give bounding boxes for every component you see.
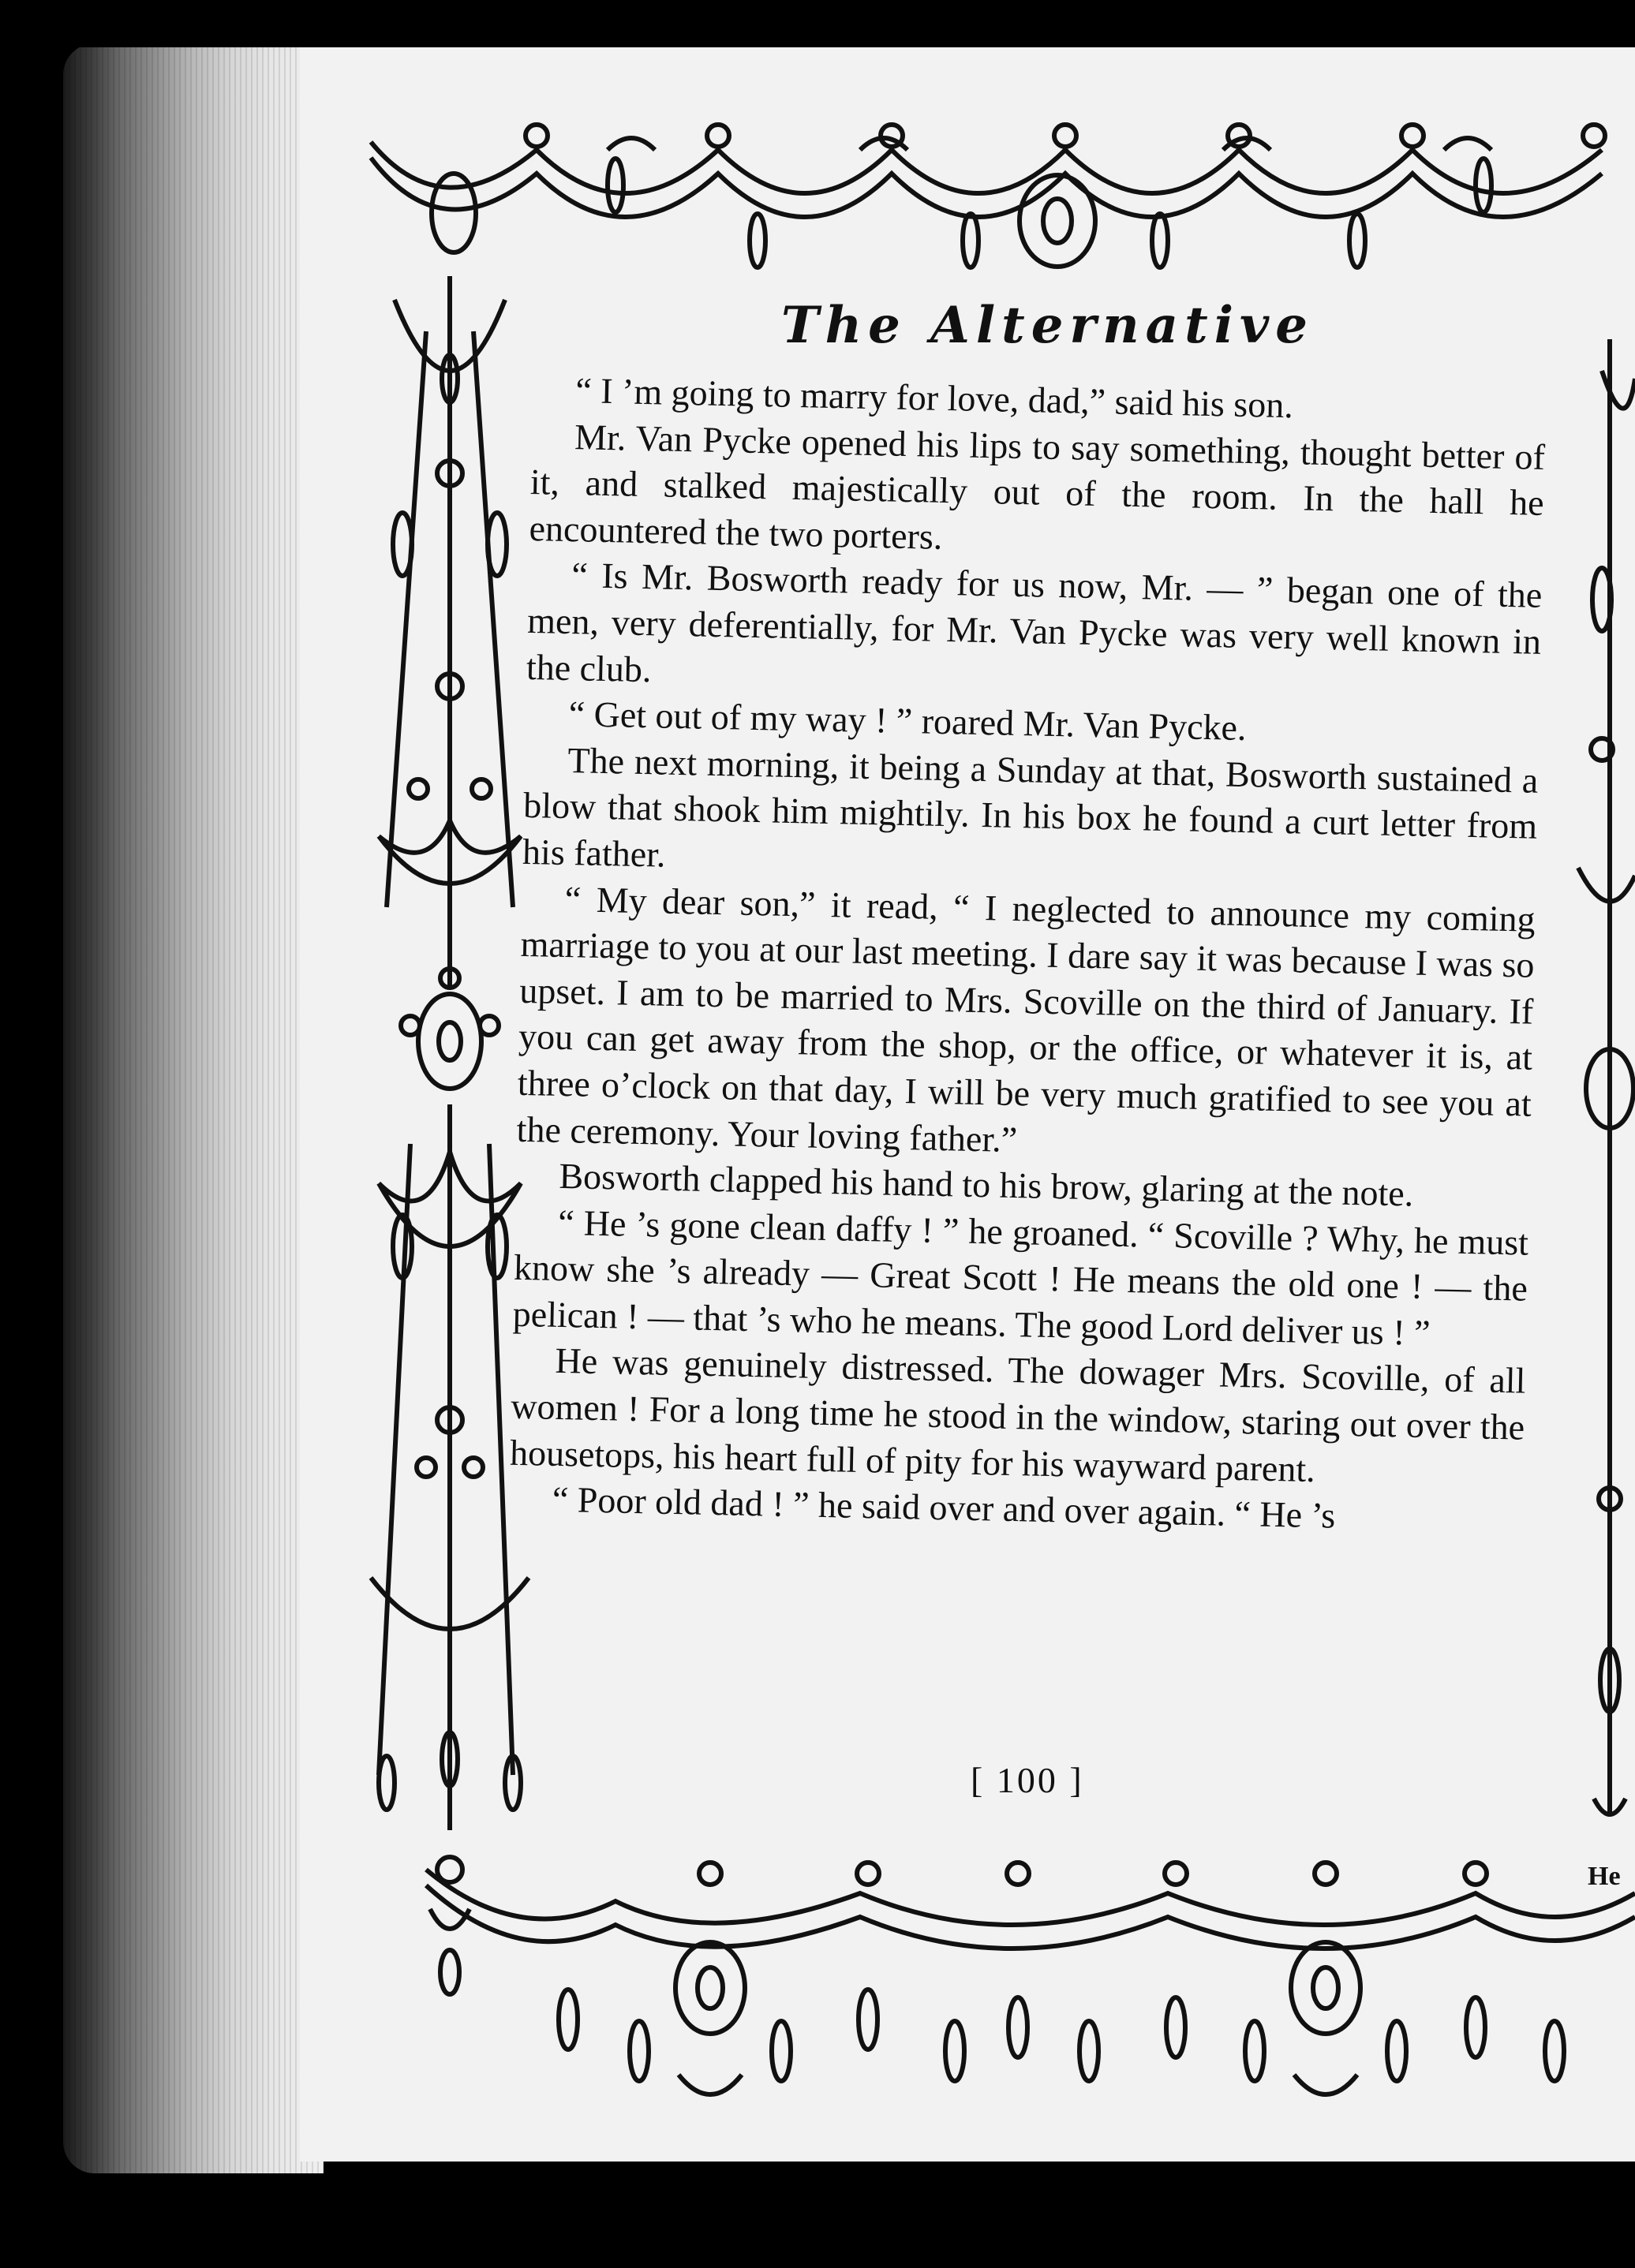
paragraph: He was genuinely distressed. The dowager Mrs. Scoville, of all women ! For a long time he stood in the window, staring out over the housetops, his heart full of pity for his wayward parent. — [509, 1340, 1526, 1489]
paragraph: Bosworth clapped his hand to his brow, glaring at the note. — [558, 1156, 1414, 1214]
paragraph: “ My dear son,” it read, “ I neglected to announce my coming marriage to you at our last meeting. I dare say it was because I was so upset. I am to be married to Mrs. Scoville on the third of January. If you can get away from the shop, or the office, or whatever it is, at three o’clock on that day, I will be very much gratified to see you at the ceremony. Your loving father.” — [516, 878, 1536, 1160]
running-title: The Alternative — [781, 296, 1314, 355]
paragraph: The next morning, it being a Sunday at that, Bosworth sustained a blow that shook him mightily. In his box he found a curt letter from his father. — [522, 739, 1539, 875]
paragraph: “ Is Mr. Bosworth ready for us now, Mr. — ” began one of the men, very deferentially, for Mr. Van Pycke was very well known in the club. — [526, 555, 1543, 689]
left-pendant-border-icon — [371, 276, 529, 1994]
top-floral-border-icon — [371, 125, 1605, 267]
right-edge-fragment: He — [1588, 1862, 1621, 1891]
paragraph: “ I ’m going to marry for love, dad,” said his son. — [574, 370, 1294, 426]
page-number: [ 100 ] — [971, 1760, 1084, 1800]
paragraph: “ He ’s gone clean daffy ! ” he groaned. “ Scoville ? Why, he must know she ’s already — Great Scott ! He means the old one ! — the pelican ! — that ’s who he means. The good Lord deliver us ! ” — [512, 1201, 1529, 1353]
paragraph: “ Poor old dad ! ” he said over and over again. “ He ’s — [552, 1479, 1336, 1536]
paragraph: Mr. Van Pycke opened his lips to say something, thought better of it, and stalked majestically out of the room. In the hall he encountered the two porters. — [529, 416, 1546, 557]
bottom-floral-border-icon — [426, 1863, 1635, 2094]
paragraph: “ Get out of my way ! ” roared Mr. Van Pycke. — [568, 693, 1248, 749]
body-text — [508, 367, 1546, 1543]
right-pendant-border-icon — [1578, 339, 1635, 1814]
